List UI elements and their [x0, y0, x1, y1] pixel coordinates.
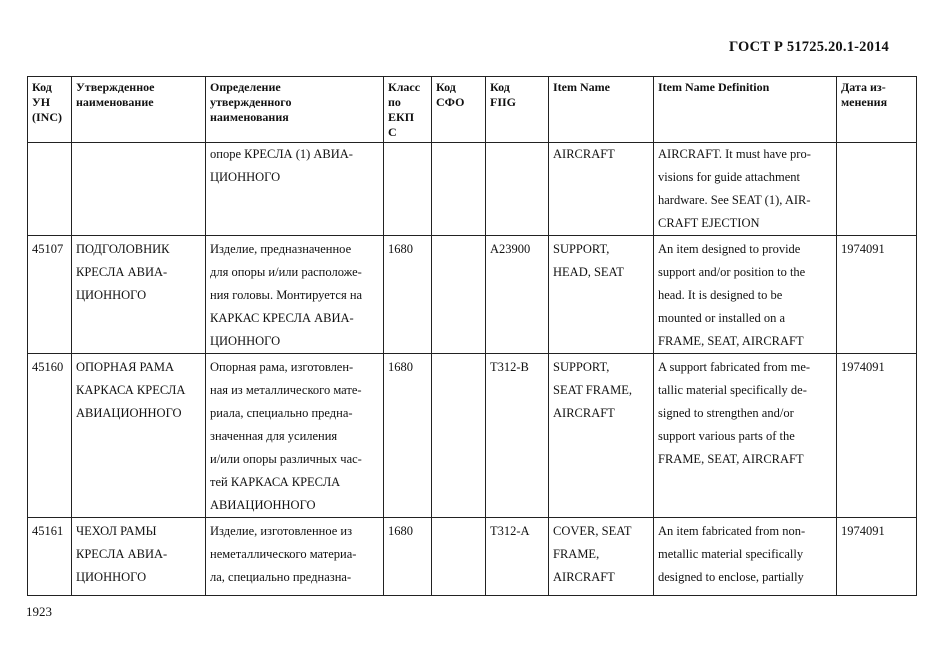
table-row	[28, 354, 917, 518]
cell-text-line: T312-B	[490, 360, 529, 374]
cell-text-line: Код	[32, 80, 52, 94]
cell-text-line: Item Name Definition	[658, 80, 770, 94]
cell-text-line: FRAME, SEAT, AIRCRAFT	[658, 334, 804, 348]
cell-text-line: ПОДГОЛОВНИК	[76, 242, 170, 256]
cell-item-definition	[654, 143, 837, 236]
cell-text-line: 45160	[32, 360, 64, 374]
cell-text-line: A support fabricated from me-	[658, 360, 811, 374]
cell-text-line: 1680	[388, 524, 413, 538]
catalog-table	[27, 76, 917, 596]
cell-text-line: Код	[490, 80, 510, 94]
cell-text-line: AIRCRAFT	[553, 406, 615, 420]
cell-text-line: тей КАРКАСА КРЕСЛА	[210, 475, 341, 489]
cell-text-line: КРЕСЛА АВИА-	[76, 265, 168, 279]
col-header-name-definition	[206, 77, 384, 143]
cell-fiig	[486, 354, 549, 518]
cell-text-line: FRAME,	[553, 547, 600, 561]
cell-text-line: head. It is designed to be	[658, 288, 783, 302]
cell-text-line: visions for guide attachment	[658, 170, 800, 184]
cell-text-line: mounted or installed on a	[658, 311, 786, 325]
cell-text-line: значенная для усиления	[210, 429, 338, 443]
cell-approved-name	[72, 518, 206, 596]
cell-text-line: SUPPORT,	[553, 242, 610, 256]
cell-approved-name	[72, 143, 206, 236]
cell-sfo	[432, 236, 486, 354]
col-header-class	[384, 77, 432, 143]
cell-item-definition	[654, 354, 837, 518]
cell-inc	[28, 143, 72, 236]
page-number: 1923	[26, 604, 52, 619]
cell-text-line: SEAT FRAME,	[553, 383, 632, 397]
cell-approved-name	[72, 236, 206, 354]
cell-text-line: Дата из-	[841, 80, 886, 94]
table-row	[28, 518, 917, 596]
cell-item-name	[549, 236, 654, 354]
cell-text-line: ния головы. Монтируется на	[210, 288, 363, 302]
cell-text-line: АВИАЦИОННОГО	[76, 406, 182, 420]
cell-class	[384, 143, 432, 236]
cell-inc	[28, 236, 72, 354]
cell-text-line: АВИАЦИОННОГО	[210, 498, 316, 512]
cell-text-line: AIRCRAFT	[553, 570, 615, 584]
cell-change-date	[837, 354, 917, 518]
cell-text-line: Изделие, изготовленное из	[210, 524, 353, 538]
cell-text-line: неметаллического материа-	[210, 547, 357, 561]
cell-class	[384, 518, 432, 596]
col-header-item-name	[549, 77, 654, 143]
col-header-change-date	[837, 77, 917, 143]
cell-definition	[206, 143, 384, 236]
cell-text-line: 45107	[32, 242, 64, 256]
cell-sfo	[432, 518, 486, 596]
cell-text-line: hardware. See SEAT (1), AIR-	[658, 193, 811, 207]
cell-definition	[206, 236, 384, 354]
cell-text-line: ла, специально предназна-	[210, 570, 352, 584]
cell-text-line: An item fabricated from non-	[658, 524, 806, 538]
cell-text-line: наименование	[76, 95, 154, 109]
cell-text-line: ЦИОННОГО	[210, 334, 281, 348]
cell-text-line: CRAFT EJECTION	[658, 216, 760, 230]
cell-text-line: Item Name	[553, 80, 610, 94]
cell-text-line: A23900	[490, 242, 531, 256]
cell-text-line: ЧЕХОЛ РАМЫ	[76, 524, 157, 538]
cell-text-line: 1974091	[841, 242, 885, 256]
cell-class	[384, 354, 432, 518]
cell-text-line: ЦИОННОГО	[76, 570, 147, 584]
cell-change-date	[837, 236, 917, 354]
cell-text-line: КАРКАС КРЕСЛА АВИА-	[210, 311, 354, 325]
cell-text-line: HEAD, SEAT	[553, 265, 624, 279]
cell-definition	[206, 354, 384, 518]
cell-text-line: КАРКАСА КРЕСЛА	[76, 383, 186, 397]
cell-text-line: ОПОРНАЯ РАМА	[76, 360, 175, 374]
cell-inc	[28, 518, 72, 596]
cell-text-line: support and/or position to the	[658, 265, 806, 279]
cell-text-line: An item designed to provide	[658, 242, 801, 256]
col-header-approved-name	[72, 77, 206, 143]
cell-text-line: 1680	[388, 360, 413, 374]
cell-text-line: 1680	[388, 242, 413, 256]
cell-text-line: опоре КРЕСЛА (1) АВИА-	[210, 147, 353, 161]
cell-text-line: 45161	[32, 524, 64, 538]
cell-sfo	[432, 354, 486, 518]
cell-text-line: ЕКП	[388, 110, 415, 124]
cell-item-name	[549, 518, 654, 596]
cell-inc	[28, 354, 72, 518]
cell-change-date	[837, 518, 917, 596]
cell-fiig	[486, 143, 549, 236]
cell-text-line: и/или опоры различных час-	[210, 452, 362, 466]
cell-text-line: для опоры и/или расположе-	[210, 265, 362, 279]
cell-text-line: support various parts of the	[658, 429, 795, 443]
cell-text-line: КРЕСЛА АВИА-	[76, 547, 168, 561]
cell-sfo	[432, 143, 486, 236]
cell-text-line: ная из металлического мате-	[210, 383, 362, 397]
cell-text-line: Код	[436, 80, 456, 94]
cell-text-line: ЦИОННОГО	[210, 170, 281, 184]
cell-text-line: наименования	[210, 110, 289, 124]
cell-text-line: FRAME, SEAT, AIRCRAFT	[658, 452, 804, 466]
cell-text-line: риала, специально предна-	[210, 406, 353, 420]
col-header-fiig-code	[486, 77, 549, 143]
table-row	[28, 143, 917, 236]
cell-text-line: signed to strengthen and/or	[658, 406, 794, 420]
cell-text-line: AIRCRAFT. It must have pro-	[658, 147, 811, 161]
cell-text-line: Опорная рама, изготовлен-	[210, 360, 354, 374]
cell-approved-name	[72, 354, 206, 518]
cell-text-line: 1974091	[841, 360, 885, 374]
cell-text-line: утвержденного	[210, 95, 292, 109]
col-header-inc-code	[28, 77, 72, 143]
cell-item-definition	[654, 236, 837, 354]
cell-text-line: менения	[841, 95, 888, 109]
cell-text-line: УН	[32, 95, 51, 109]
cell-text-line: COVER, SEAT	[553, 524, 632, 538]
cell-text-line: ЦИОННОГО	[76, 288, 147, 302]
cell-text-line: SUPPORT,	[553, 360, 610, 374]
cell-text-line: FIIG	[490, 95, 517, 109]
cell-text-line: T312-A	[490, 524, 530, 538]
table-header-row	[28, 77, 917, 143]
document-code: ГОСТ Р 51725.20.1-2014	[728, 39, 889, 55]
cell-text-line: 1974091	[841, 524, 885, 538]
cell-definition	[206, 518, 384, 596]
cell-text-line: СФО	[436, 95, 465, 109]
cell-text-line: Определение	[210, 80, 281, 94]
cell-text-line: AIRCRAFT	[553, 147, 615, 161]
cell-text-line: tallic material specifically de-	[658, 383, 807, 397]
cell-change-date	[837, 143, 917, 236]
cell-text-line: С	[388, 125, 397, 139]
cell-text-line: (INC)	[32, 110, 62, 124]
col-header-item-name-definition	[654, 77, 837, 143]
cell-text-line: Изделие, предназначенное	[210, 242, 352, 256]
cell-text-line: metallic material specifically	[658, 547, 804, 561]
cell-item-name	[549, 143, 654, 236]
cell-text-line: Утвержденное	[76, 80, 155, 94]
cell-fiig	[486, 236, 549, 354]
cell-class	[384, 236, 432, 354]
cell-fiig	[486, 518, 549, 596]
cell-item-definition	[654, 518, 837, 596]
cell-text-line: Класс	[388, 80, 421, 94]
cell-text-line: designed to enclose, partially	[658, 570, 804, 584]
col-header-sfo-code	[432, 77, 486, 143]
cell-text-line: по	[388, 95, 401, 109]
table-row	[28, 236, 917, 354]
cell-item-name	[549, 354, 654, 518]
